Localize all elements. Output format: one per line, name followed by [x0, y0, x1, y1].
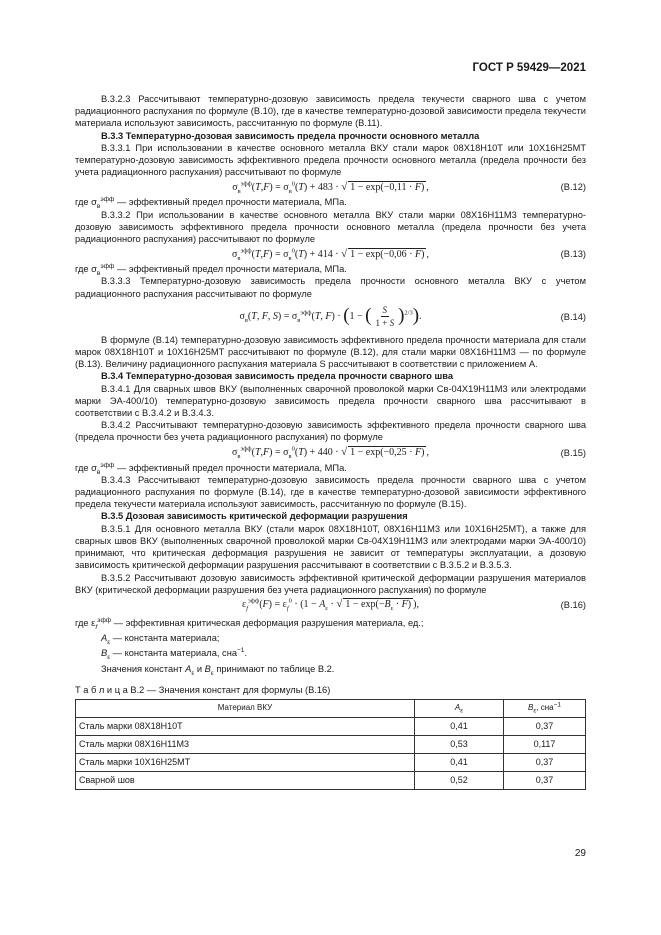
definition-b-epsilon: $B_\varepsilon$ — константа материала, сна$^{-1}$. — [101, 647, 248, 662]
definition-b13: где $\sigma_в^{эфф}$ — эффективный предел прочности материала, МПа. — [75, 263, 347, 278]
table-row — [76, 753, 586, 771]
cell-material: Сталь марки 08Х16Н11М3 — [76, 735, 415, 753]
table-row — [76, 717, 586, 735]
cell-b: 0,37 — [504, 753, 586, 771]
cell-material: Сварной шов — [76, 771, 415, 789]
paragraph-b343: В.3.4.3 Рассчитывают температурно-дозовую зависимость предела прочности сварного шва с учетом радиационного распухания по формуле (В.14), где в качестве температурно-дозовой зависимости эффективного предела текучести материала используют зависимость, рассчитанную по формуле (В.15). — [75, 474, 586, 510]
cell-a: 0,52 — [415, 771, 504, 789]
page-number: 29 — [574, 848, 586, 859]
paragraph-b352: В.3.5.2 Рассчитывают дозовую зависимость эффективной критической деформации разрушения материалов ВКУ (критической деформации разрушения без учета радиационного распухания) по формуле — [75, 572, 586, 595]
table-row — [76, 735, 586, 753]
definition-b15: где $\sigma_в^{эфф}$ — эффективный предел прочности материала, МПа. — [75, 461, 347, 476]
paragraph-b331: В.3.3.1 При использовании в качестве основного металла ВКУ стали марок 08Х18Н10Т или 10Х16Н25МТ температурно-дозовую зависимость эффективного предела прочности основного металла (предела прочности без учета радиационного распухания) рассчитывают по формуле — [75, 142, 586, 178]
table-caption: Т а б л и ц а В.2 — Значения констант для формулы (В.16) — [75, 684, 331, 695]
section-heading-b34: В.3.4 Температурно-дозовая зависимость предела прочности сварного шва — [101, 371, 454, 382]
paragraph-b341: В.3.4.1 Для сварных швов ВКУ (выполненных сварочной проволокой марки Св-04Х19Н11М3 или электродами марки ЭА-400/10) температурно-дозовую зависимость предела прочности сварного шва рассчитывают в соответствии с В.3.4.2 и В.3.4.3. — [75, 383, 586, 419]
cell-material: Сталь марки 08Х18Н10Т — [76, 717, 415, 735]
section-heading-b35: В.3.5 Дозовая зависимость критической деформации разрушения — [101, 511, 408, 522]
formula-b12: $\sigma_в^{эфф}(T,F) = \sigma_в^0(T) + 483$ · √ 1 − exp(−0,11 · F) , (В.12) — [232, 180, 586, 195]
column-header-b: $B_\varepsilon$, сна$^{-1}$ — [504, 699, 586, 717]
column-header-a: $A_\varepsilon$ — [415, 699, 504, 717]
paragraph-b323: В.3.2.3 Рассчитывают температурно-дозовую зависимость предела текучести сварного шва с учетом радиационного распухания по формуле (В.10), где в качестве температурно-дозовой зависимости предела текучести материала используют зависимость, рассчитанную по формуле (В.11). — [75, 94, 586, 129]
section-heading-b33: В.3.3 Температурно-дозовая зависимость предела прочности основного металла — [101, 130, 480, 141]
paragraph-b14-note: В формуле (В.14) температурно-дозовую зависимость эффективного предела прочности материала для стали марок 08Х18Н10Т и 10Х16Н25МТ рассчитывают по формуле (В.12), для стали марки 08Х16Н11М3 — по формуле (В.13). Величину радиационного распухания материала S рассчитывают в соответствии с приложением А. — [75, 334, 586, 370]
formula-number-b13: (В.13) — [560, 249, 586, 260]
formula-b14: $\sigma_в(T$, F, $S) = \sigma_в^{эфф}(T$, F) · (1 − ( $\frac{S}{1 + S}$ )$^{2/3}$). (В.14) — [239, 305, 586, 329]
formula-b13: $\sigma_в^{эфф}(T,F) = \sigma_в^0(T) + 414$ · √ 1 − exp(−0,06 · F) , (В.13) — [232, 247, 586, 262]
formula-number-b16: (В.16) — [560, 599, 586, 610]
definition-b12: где $\sigma_в^{эфф}$ — эффективный предел прочности материала, МПа. — [75, 196, 347, 211]
cell-material: Сталь марки 10Х16Н25МТ — [76, 753, 415, 771]
cell-a: 0,41 — [415, 753, 504, 771]
cell-a: 0,41 — [415, 717, 504, 735]
paragraph-b342: В.3.4.2 Рассчитывают температурно-дозовую зависимость эффективного предела прочности сварного шва (предела прочности без учета радиационного распухания) по формуле — [75, 420, 586, 443]
constants-table — [75, 699, 586, 790]
definition-a-epsilon: $A_\varepsilon$ — константа материала; — [101, 633, 220, 646]
document-id-header: ГОСТ Р 59429—2021 — [472, 62, 586, 74]
paragraph-b332: В.3.3.2 При использовании в качестве основного металла ВКУ стали марки 08Х16Н11М3 температурно-дозовую зависимость эффективного предела прочности основного металла (предела прочности без учета радиационного распухания) рассчитывают по формуле — [75, 209, 586, 245]
formula-number-b15: (В.15) — [560, 447, 586, 458]
definition-b16: где $\varepsilon_f^{эфф}$ — эффективная критическая деформация разрушения материала, ед.; — [75, 616, 424, 631]
cell-b: 0,37 — [504, 771, 586, 789]
page-body — [75, 93, 586, 790]
table-row — [76, 771, 586, 789]
table-header-row — [76, 699, 586, 717]
formula-b16: $\varepsilon_f^{эфф}(F) = \varepsilon_f^0 \cdot (1 - A_\varepsilon$ · √ $1 - \exp(-B_\varepsilon \cdot F)$ ), (В.16) — [242, 597, 586, 613]
paragraph-b333: В.3.3.3 Температурно-дозовую зависимость предела прочности основного металла ВКУ с учетом радиационного распухания рассчитывают по формуле — [75, 276, 586, 299]
formula-number-b12: (В.12) — [560, 182, 586, 193]
cell-a: 0,53 — [415, 735, 504, 753]
formula-b15: $\sigma_в^{эфф}(T,F) = \sigma_в^0(T) + 440$ · √ 1 − exp(−0,25 · F) , (В.15) — [232, 445, 586, 461]
paragraph-b351: В.3.5.1 Для основного металла ВКУ (стали марок 08Х18Н10Т, 08Х16Н11М3 или 10Х16Н25МТ), а также для сварных швов ВКУ (выполненных сварочной проволокой марки Св-04Х19Н11М3 или электродами марки ЭА-400/10) принимают, что критическая деформация разрушения не зависит от температуры эксплуатации, а дозовую зависимость критической деформации разрушения рассчитывают в соответствии с В.3.5.2 и В.3.5.3. — [75, 523, 586, 571]
cell-b: 0,37 — [504, 717, 586, 735]
column-header-material: Материал ВКУ — [76, 699, 415, 717]
cell-b: 0,117 — [504, 735, 586, 753]
constants-note: Значения констант $A_\varepsilon$ и $B_\varepsilon$ принимают по таблице В.2. — [101, 663, 335, 677]
formula-number-b14: (В.14) — [560, 311, 586, 322]
